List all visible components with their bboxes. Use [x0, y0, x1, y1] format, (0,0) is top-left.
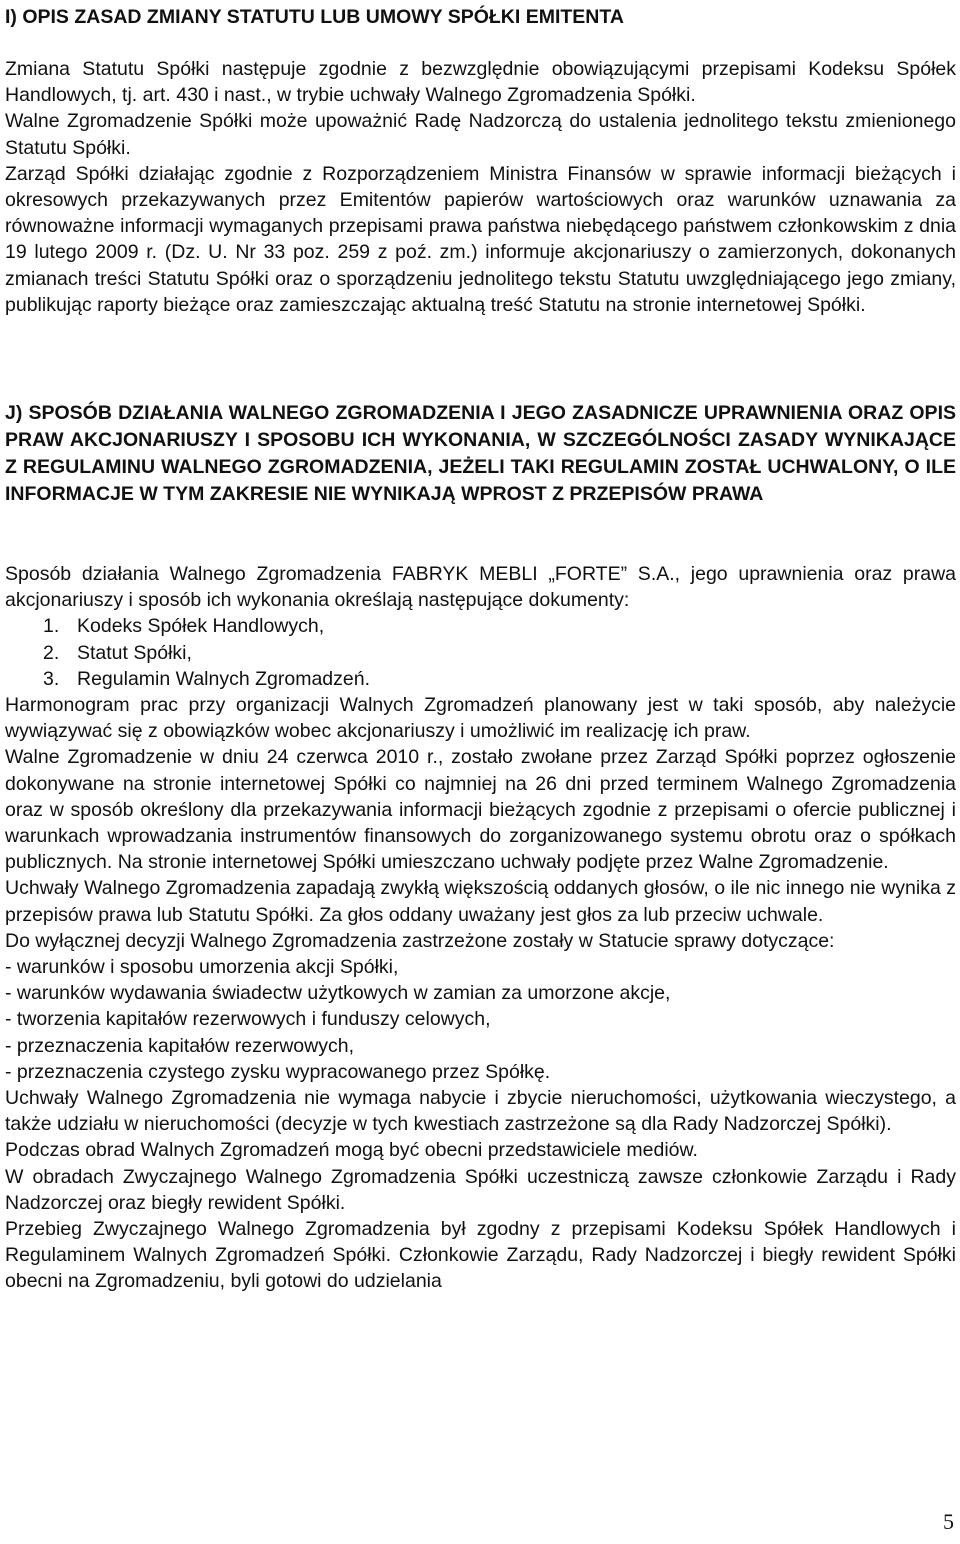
body-paragraph: Walne Zgromadzenie w dniu 24 czerwca 2010 r., zostało zwołane przez Zarząd Spółki poprzez ogłoszenie dokonywane na stronie internetowej Spółki co najmniej na 26 dni przed terminem Walnego Zgromadzenia oraz w sposób określony dla przekazywania informacji bieżących zgodnie z przepisami o ofercie publicznej i warunkach wprowadzania instrumentów finansowych do zorganizowanego systemu obrotu oraz o spółkach publicznych. Na stronie internetowej Spółki umieszczano uchwały podjęte przez Walne Zgromadzenie. — [5, 746, 956, 874]
matters-list — [5, 954, 956, 1085]
documents-list — [5, 613, 956, 692]
body-paragraph: Uchwały Walnego Zgromadzenia zapadają zwykłą większością oddanych głosów, o ile nic innego nie wynika z przepisów prawa lub Statutu Spółki. Za głos oddany uważany jest głos za lub przeciw uchwale. — [5, 877, 956, 926]
list-item: - tworzenia kapitałów rezerwowych i funduszy celowych, — [5, 1008, 491, 1031]
list-text: Statut Spółki, — [77, 641, 192, 664]
list-item: - przeznaczenia czystego zysku wypracowanego przez Spółkę. — [5, 1060, 551, 1083]
list-item — [5, 613, 956, 639]
body-paragraph: Podczas obrad Walnych Zgromadzeń mogą być obecni przedstawiciele mediów. — [5, 1139, 698, 1162]
list-item: - przeznaczenia kapitałów rezerwowych, — [5, 1034, 354, 1057]
list-number: 2. — [43, 641, 60, 664]
section-i-body — [5, 56, 956, 318]
body-paragraph: Do wyłącznej decyzji Walnego Zgromadzenia zastrzeżone zostały w Statucie sprawy dotyczące: — [5, 929, 835, 952]
section-j-heading: J) SPOSÓB DZIAŁANIA WALNEGO ZGROMADZENIA I JEGO ZASADNICZE UPRAWNIENIA ORAZ OPIS PRAW AKCJONARIUSZY I SPOSOBU ICH WYKONANIA, W SZCZEGÓLNOŚCI ZASADY WYNIKAJĄCE Z REGULAMINU WALNEGO ZGROMADZENIA, JEŻELI TAKI REGULAMIN ZOSTAŁ UCHWALONY, O ILE INFORMACJE W TYM ZAKRESIE NIE WYNIKAJĄ WPROST Z PRZEPISÓW PRAWA — [5, 402, 956, 505]
list-text: Regulamin Walnych Zgromadzeń. — [77, 667, 370, 690]
list-item: - warunków i sposobu umorzenia akcji Spółki, — [5, 956, 399, 979]
list-number: 3. — [43, 667, 60, 690]
body-paragraph: Harmonogram prac przy organizacji Walnych Zgromadzeń planowany jest w taki sposób, aby należycie wywiązywać się z obowiązków wobec akcjonariuszy i umożliwić im realizację ich praw. — [5, 694, 956, 743]
list-text: Kodeks Spółek Handlowych, — [77, 615, 325, 638]
list-item: - warunków wydawania świadectw użytkowych w zamian za umorzone akcje, — [5, 982, 671, 1005]
section-i-paragraph: Walne Zgromadzenie Spółki może upoważnić Radę Nadzorczą do ustalenia jednolitego tekstu zmienionego Statutu Spółki. — [5, 110, 956, 159]
section-k-body — [5, 561, 956, 1295]
body-paragraph: Uchwały Walnego Zgromadzenia nie wymaga nabycie i zbycie nieruchomości, użytkowania wieczystego, a także udziału w nieruchomości (decyzje w tych kwestiach zastrzeżone są dla Rady Nadzorczej Spółki). — [5, 1087, 956, 1136]
section-i-paragraph: Zmiana Statutu Spółki następuje zgodnie z bezwzględnie obowiązującymi przepisami Kodeksu Spółek Handlowych, tj. art. 430 i nast., w trybie uchwały Walnego Zgromadzenia Spółki. — [5, 58, 956, 107]
section-k-intro: Sposób działania Walnego Zgromadzenia FABRYK MEBLI „FORTE” S.A., jego uprawnienia oraz prawa akcjonariuszy i sposób ich wykonania określają następujące dokumenty: — [5, 563, 956, 612]
list-item — [5, 666, 956, 692]
body-paragraph: Przebieg Zwyczajnego Walnego Zgromadzenia był zgodny z przepisami Kodeksu Spółek Handlowych i Regulaminem Walnych Zgromadzeń Spółki. Członkowie Zarządu, Rady Nadzorczej i biegły rewident Spółki obecni na Zgromadzeniu, byli gotowi do udzielania — [5, 1218, 956, 1293]
list-number: 1. — [43, 615, 60, 638]
body-paragraph: W obradach Zwyczajnego Walnego Zgromadzenia Spółki uczestniczą zawsze członkowie Zarządu i Rady Nadzorczej oraz biegły rewident Spółki. — [5, 1165, 956, 1214]
section-i-heading: I) OPIS ZASAD ZMIANY STATUTU LUB UMOWY SPÓŁKI EMITENTA — [5, 6, 624, 28]
section-i-paragraph: Zarząd Spółki działając zgodnie z Rozporządzeniem Ministra Finansów w sprawie informacji bieżących i okresowych przekazywanych przez Emitentów papierów wartościowych oraz warunków uznawania za równoważne informacji wymaganych przepisami prawa państwa niebędącego państwem członkowskim z dnia 19 lutego 2009 r. (Dz. U. Nr 33 poz. 259 z poź. zm.) informuje akcjonariuszy o zamierzonych, dokonanych zmianach treści Statutu Spółki oraz o sporządzeniu jednolitego tekstu Statutu uwzględniającego jego zmiany, publikując raporty bieżące oraz zamieszczając aktualną treść Statutu na stronie internetowej Spółki. — [5, 162, 956, 316]
list-item — [5, 640, 956, 666]
section-j — [5, 400, 956, 508]
page-number: 5 — [943, 1509, 954, 1534]
